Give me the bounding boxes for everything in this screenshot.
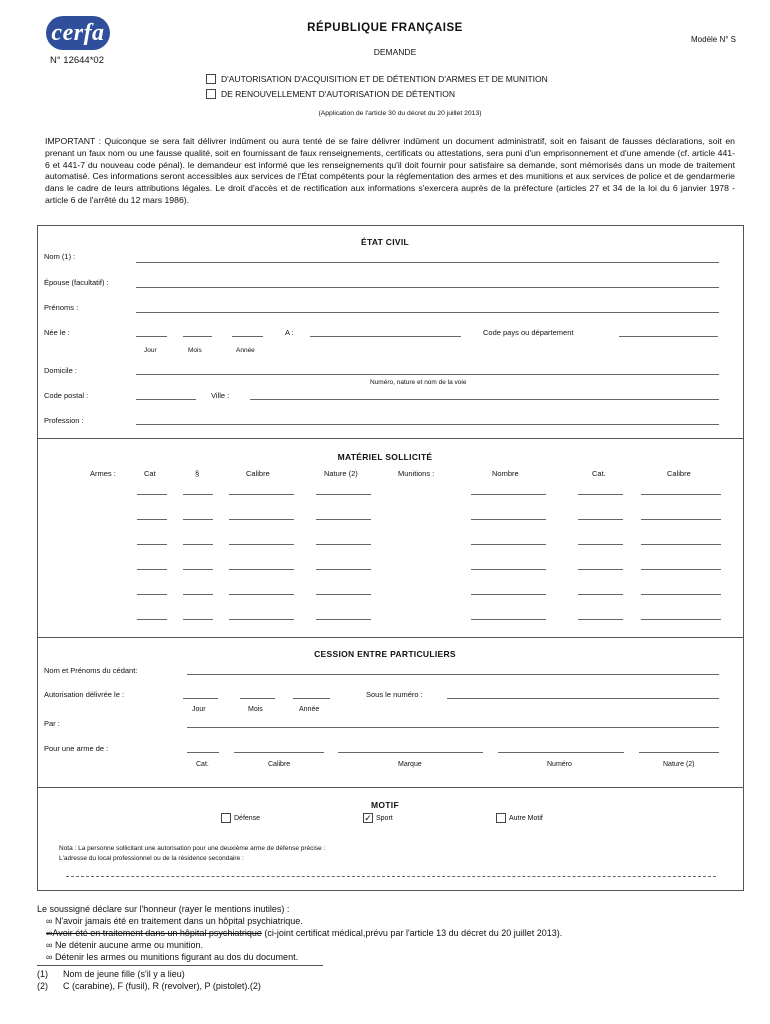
arme-calibre-field[interactable] [229, 619, 294, 620]
munition-cat-field[interactable] [578, 519, 623, 520]
nombre-header: Nombre [492, 469, 519, 478]
nota-field[interactable] [66, 876, 716, 877]
domicile-label: Domicile : [44, 366, 77, 375]
bullet: ∞ [46, 916, 53, 926]
motif-title: MOTIF [371, 800, 399, 810]
epouse-label: Épouse (facultatif) : [44, 278, 109, 287]
autre-label: Autre Motif [509, 814, 543, 822]
arme-para-field[interactable] [183, 544, 213, 545]
item-text: N'avoir jamais été en traitement dans un hôpital psychiatrique. [54, 916, 303, 926]
ville-field[interactable] [250, 399, 719, 400]
republic-title: RÉPUBLIQUE FRANÇAISE [307, 22, 463, 34]
arme-nature-field[interactable] [316, 544, 371, 545]
arme-cat-field[interactable] [187, 752, 219, 753]
arme-nature-label: Nature (2) [663, 761, 695, 768]
nom-field[interactable] [136, 262, 719, 263]
armes-label: Armes : [90, 469, 116, 478]
demande-label: DEMANDE [373, 47, 417, 57]
cerfa-logo: cerfa [46, 16, 110, 50]
arme-para-field[interactable] [183, 569, 213, 570]
munition-nombre-field[interactable] [471, 569, 546, 570]
sous-numero-field[interactable] [447, 698, 719, 699]
declaration-item-4 [46, 952, 298, 964]
declaration-intro: Le soussigné déclare sur l'honneur (rayer le mentions inutiles) : [37, 904, 290, 914]
arme-cat-field[interactable] [137, 544, 167, 545]
renouvellement-label: DE RENOUVELLEMENT D'AUTORISATION DE DÉTENTION [221, 89, 455, 99]
arme-calibre-field[interactable] [234, 752, 324, 753]
cat-header: Cat [144, 469, 156, 478]
arme-cat-field[interactable] [137, 619, 167, 620]
munition-calibre-field[interactable] [641, 619, 721, 620]
defense-label: Défense [234, 814, 261, 822]
arme-para-field[interactable] [183, 519, 213, 520]
calibre2-header: Calibre [667, 469, 691, 478]
munition-nombre-field[interactable] [471, 544, 546, 545]
code-postal-label: Code postal : [44, 391, 89, 400]
item-text: Détenir les armes ou munitions figurant au dos du document. [54, 952, 299, 962]
arme-cat-label: Cat. [196, 761, 209, 768]
item-text: Ne détenir aucune arme ou munition. [54, 940, 204, 950]
motif-autre[interactable] [496, 813, 543, 823]
birth-day-field[interactable] [136, 336, 167, 337]
calibre-header: Calibre [246, 469, 270, 478]
arme-calibre-field[interactable] [229, 544, 294, 545]
arme-calibre-field[interactable] [229, 519, 294, 520]
item-text-rest: (ci-joint certificat médical,prévu par l'article 13 du décret du 20 juillet 2013). [261, 928, 563, 938]
par-label: Par : [44, 719, 60, 728]
autorisation-jour-field[interactable] [183, 698, 218, 699]
footnote-1-number: (1) [37, 969, 48, 979]
munition-calibre-field[interactable] [641, 594, 721, 595]
arme-nature-field[interactable] [316, 494, 371, 495]
munition-nombre-field[interactable] [471, 519, 546, 520]
autorisation-label: Autorisation délivrée le : [44, 690, 125, 699]
ville-label: Ville : [211, 391, 230, 400]
arme-cat-field[interactable] [137, 494, 167, 495]
nature-header: Nature (2) [324, 469, 358, 478]
code-pays-field[interactable] [619, 336, 718, 337]
prenoms-label: Prénoms : [44, 303, 79, 312]
section-divider [38, 438, 743, 439]
munition-calibre-field[interactable] [641, 494, 721, 495]
option-renouvellement[interactable] [206, 89, 455, 99]
munition-cat-field[interactable] [578, 594, 623, 595]
nom-cedant-field[interactable] [187, 674, 719, 675]
defense-checkbox[interactable] [221, 813, 231, 823]
munition-nombre-field[interactable] [471, 619, 546, 620]
footnote-1-text: Nom de jeune fille (s'il y a lieu) [63, 969, 185, 979]
arme-numero-label: Numéro [547, 761, 572, 768]
arme-nature-field[interactable] [316, 619, 371, 620]
arme-marque-label: Marque [398, 761, 422, 768]
arme-para-field[interactable] [183, 594, 213, 595]
arme-para-field[interactable] [183, 494, 213, 495]
jour-label: Jour [144, 347, 157, 354]
munition-cat-field[interactable] [578, 569, 623, 570]
epouse-field[interactable] [136, 287, 719, 288]
munition-nombre-field[interactable] [471, 494, 546, 495]
cession-title: CESSION ENTRE PARTICULIERS [314, 649, 456, 659]
birth-year-field[interactable] [232, 336, 263, 337]
domicile-field[interactable] [136, 374, 719, 375]
option-acquisition[interactable] [206, 74, 548, 84]
nota-line1: Nota : La personne sollicitant une autorisation pour une deuxième arme de défense précise : [59, 845, 326, 852]
arme-nature-field[interactable] [316, 594, 371, 595]
munition-cat-field[interactable] [578, 544, 623, 545]
pour-arme-label: Pour une arme de : [44, 744, 109, 753]
section-divider [38, 787, 743, 788]
item-text-struck: Avoir été en traitement dans un hôpital psychiatrique [52, 928, 262, 938]
form-number: N° 12644*02 [50, 55, 104, 66]
form-frame [37, 225, 744, 891]
arme-nature-field[interactable] [316, 569, 371, 570]
arme-calibre-label: Calibre [268, 761, 291, 768]
numero-voie-label: Numéro, nature et nom de la voie [370, 379, 467, 386]
important-notice: IMPORTANT : Quiconque se sera fait délivrer indûment ou aura tenté de se faire délivrer indûment un document administratif, soit en faisant de fausses déclarations, soit en prenant un faux nom ou une fausse qualité, soit en fournissant de faux renseignements, certificats ou attestations, sera puni d'un emprisonnement et d'une amende (cf. article 441-6 et 441-7 du nouveau code pénal). le demandeur est informé que les renseignements qu'il doit fournir pour satisfaire sa demande, sont mémorisés dans un mode de traitement automatisé. Ces informations seront accessibles aux services de l'État compétents pour la réglementation des armes et des munitions et aux services de police et de gendarmerie dans le cadre de leurs attributions légales. Le droit d'accès et de rectification aux informations s'exercera auprès de la préfecture (articles 27 et 34 de la loi du 6 janvier 1978 - article 6 de l'arrêté du 12 mars 1986). [45, 136, 735, 205]
arme-cat-field[interactable] [137, 569, 167, 570]
sport-label: Sport [376, 814, 393, 822]
munition-calibre-field[interactable] [641, 519, 721, 520]
annee-label: Année [236, 347, 255, 354]
profession-field[interactable] [136, 424, 719, 425]
arme-cat-field[interactable] [137, 519, 167, 520]
autorisation-annee-field[interactable] [293, 698, 330, 699]
arme-calibre-field[interactable] [229, 569, 294, 570]
acquisition-checkbox[interactable] [206, 74, 216, 84]
code-pays-label: Code pays ou département [483, 328, 574, 337]
arme-nature-field[interactable] [639, 752, 719, 753]
arme-cat-field[interactable] [137, 594, 167, 595]
arme-calibre-field[interactable] [229, 494, 294, 495]
nom-cedant-label: Nom et Prénoms du cédant: [44, 666, 138, 675]
motif-sport[interactable] [363, 813, 393, 823]
section-divider [38, 637, 743, 638]
arme-nature-field[interactable] [316, 519, 371, 520]
acquisition-label: D'AUTORISATION D'ACQUISITION ET DE DÉTENTION D'ARMES ET DE MUNITION [221, 74, 548, 84]
mois-label: Mois [188, 347, 202, 354]
nom-label: Nom (1) : [44, 252, 76, 261]
declaration-item-1 [46, 916, 303, 928]
application-note: (Application de l'article 30 du décret du 20 juillet 2013) [318, 110, 482, 117]
a-label: A : [285, 328, 294, 337]
footnote-2-text: C (carabine), F (fusil), R (revolver), P (pistolet).(2) [63, 981, 261, 991]
code-postal-field[interactable] [136, 399, 196, 400]
cat2-header: Cat. [592, 469, 606, 478]
arme-calibre-field[interactable] [229, 594, 294, 595]
profession-label: Profession : [44, 416, 84, 425]
birth-month-field[interactable] [183, 336, 212, 337]
etat-civil-title: ÉTAT CIVIL [360, 237, 409, 247]
munition-cat-field[interactable] [578, 619, 623, 620]
declaration-item-3 [46, 940, 203, 952]
declaration-item-2 [46, 928, 562, 940]
autorisation-mois-field[interactable] [240, 698, 275, 699]
prenoms-field[interactable] [136, 312, 719, 313]
autre-checkbox[interactable] [496, 813, 506, 823]
sport-checkbox-checked[interactable]: ✓ [364, 813, 372, 823]
nee-label: Née le : [44, 328, 70, 337]
munition-cat-field[interactable] [578, 494, 623, 495]
bullet: ∞ [46, 952, 53, 962]
munitions-label: Munitions : [398, 469, 435, 478]
cession-jour-label: Jour [192, 706, 206, 713]
munition-nombre-field[interactable] [471, 594, 546, 595]
cession-mois-label: Mois [248, 706, 263, 713]
par-field[interactable] [187, 727, 719, 728]
materiel-title: MATÉRIEL SOLLICITÉ [337, 452, 433, 462]
munition-calibre-field[interactable] [641, 569, 721, 570]
arme-marque-field[interactable] [338, 752, 483, 753]
arme-para-field[interactable] [183, 619, 213, 620]
model-number: Modèle N° S [691, 35, 736, 44]
birth-place-field[interactable] [310, 336, 461, 337]
motif-defense[interactable] [221, 813, 260, 823]
cession-annee-label: Année [299, 706, 320, 713]
bullet: ∞ [46, 940, 53, 950]
para-header: § [195, 469, 200, 478]
sous-numero-label: Sous le numéro : [366, 690, 423, 699]
nota-line2: L'adresse du local professionnel ou de la résidence secondaire : [59, 855, 244, 862]
footnote-separator [37, 965, 323, 966]
footnote-2-number: (2) [37, 981, 48, 991]
munition-calibre-field[interactable] [641, 544, 721, 545]
arme-numero-field[interactable] [498, 752, 624, 753]
renouvellement-checkbox[interactable] [206, 89, 216, 99]
bullet: ∞ [46, 928, 53, 938]
